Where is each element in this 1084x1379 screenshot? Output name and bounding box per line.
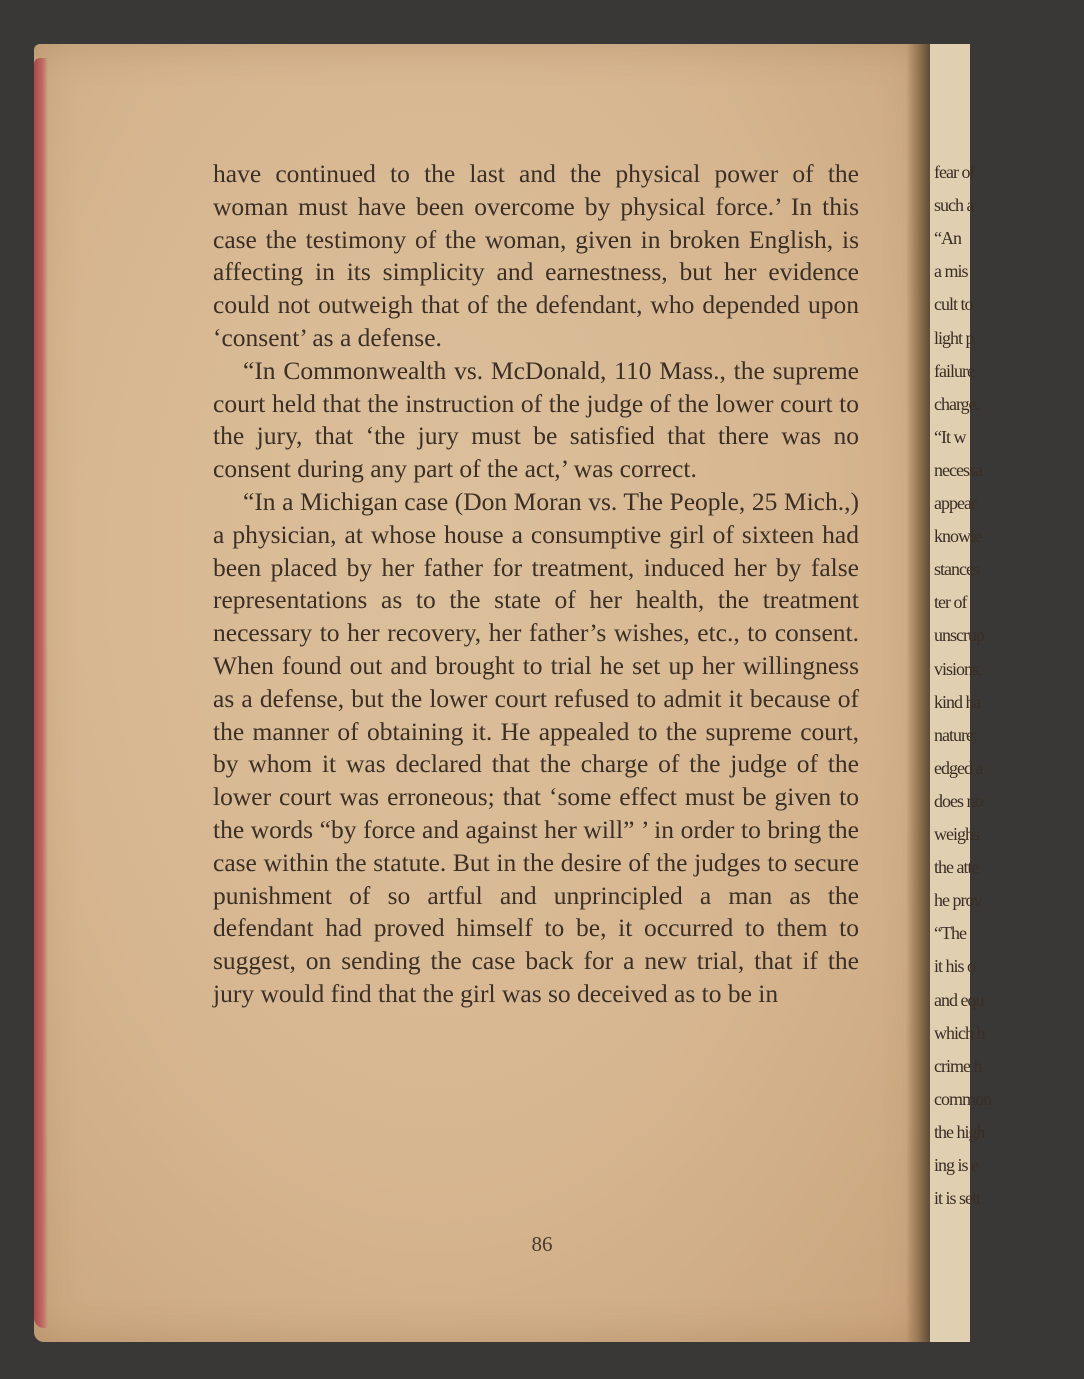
facing-page-line: light p [934,327,974,348]
page-number: 86 [531,1232,553,1256]
facing-page-line: charge. [934,393,980,414]
facing-page-line: he prov [934,890,982,911]
facing-page-line: “It w [934,426,966,447]
body-text [213,158,859,1011]
facing-page-line: knowle [934,526,981,547]
paragraph-2: “In Commonwealth vs. McDonald, 110 Mass., the supreme court held that the instruction of the judge of the lower court to the jury, that ‘the jury must be satisfied that there was no consent during any part of the act,’ was correct. [213,355,859,484]
facing-page-line: “An [934,228,961,249]
facing-page-line: the high [934,1121,985,1142]
facing-page-line: appear [934,493,976,513]
facing-page-line: ter of [934,592,967,613]
facing-page-line: and equ [934,989,984,1010]
facing-page-line: such a [934,195,974,216]
facing-page-line: common [934,1088,991,1109]
facing-page-line: it is sett [934,1188,981,1209]
facing-page-line: nature; [934,724,977,745]
facing-page-line: crime h [934,1055,982,1076]
facing-page-line: the atte [934,857,979,878]
facing-page-line: which h [934,1022,985,1043]
facing-page-line: fear of [934,162,975,182]
paragraph-1: have continued to the last and the physical power of the woman must have been overcome by physical force.’ In this case the testimony of the woman, given in broken English, is affecting in its simplicity and earnestness, but her evidence could not outweigh that of the defendant, who depended upon ‘consent’ as a defense. [213,159,859,352]
facing-page-line: “The [934,923,966,944]
facing-page-line: kind ha [934,691,981,712]
facing-page-line: unscrup [934,625,984,646]
paragraph-3: “In a Michigan case (Don Moran vs. The People, 25 Mich.,) a physician, at whose house a consumptive girl of sixteen had been placed by her father for treatment, induced her by false representations as to the state of her health, the treatment necessary to her recovery, her father’s wishes, etc., to consent. When found out and brought to trial he set up her willingness as a defense, but the lower court refused to admit it because of the manner of obtaining it. He appealed to the supreme court, by whom it was declared that the charge of the judge of the lower court was erroneous; that ‘some effect must be given to the words “by force and against her will” ’ in order to bring the case within the statute. But in the desire of the judges to secure punishment of so artful and unprincipled a man as the defendant had proved himself to be, it occurred to them to suggest, on sending the case back for a new trial, that if the jury would find that the girl was so deceived as to be in [213,486,859,1008]
facing-page-line: a mis [934,261,968,282]
facing-page-line: stances [934,559,979,580]
page-edge-red [34,58,48,1328]
facing-page-line: visions, [934,658,982,679]
facing-page-line: necessa [934,459,982,480]
facing-page-line: weighs [934,824,979,844]
facing-page-line: ing is e [934,1155,978,1175]
facing-page-line: it his o [934,956,976,977]
facing-page-line: failure [934,360,974,381]
facing-page-line: cult to [934,294,973,315]
facing-page-line: does no [934,790,983,811]
facing-page-line: edged a [934,757,983,778]
facing-page-fragment [930,44,991,1342]
